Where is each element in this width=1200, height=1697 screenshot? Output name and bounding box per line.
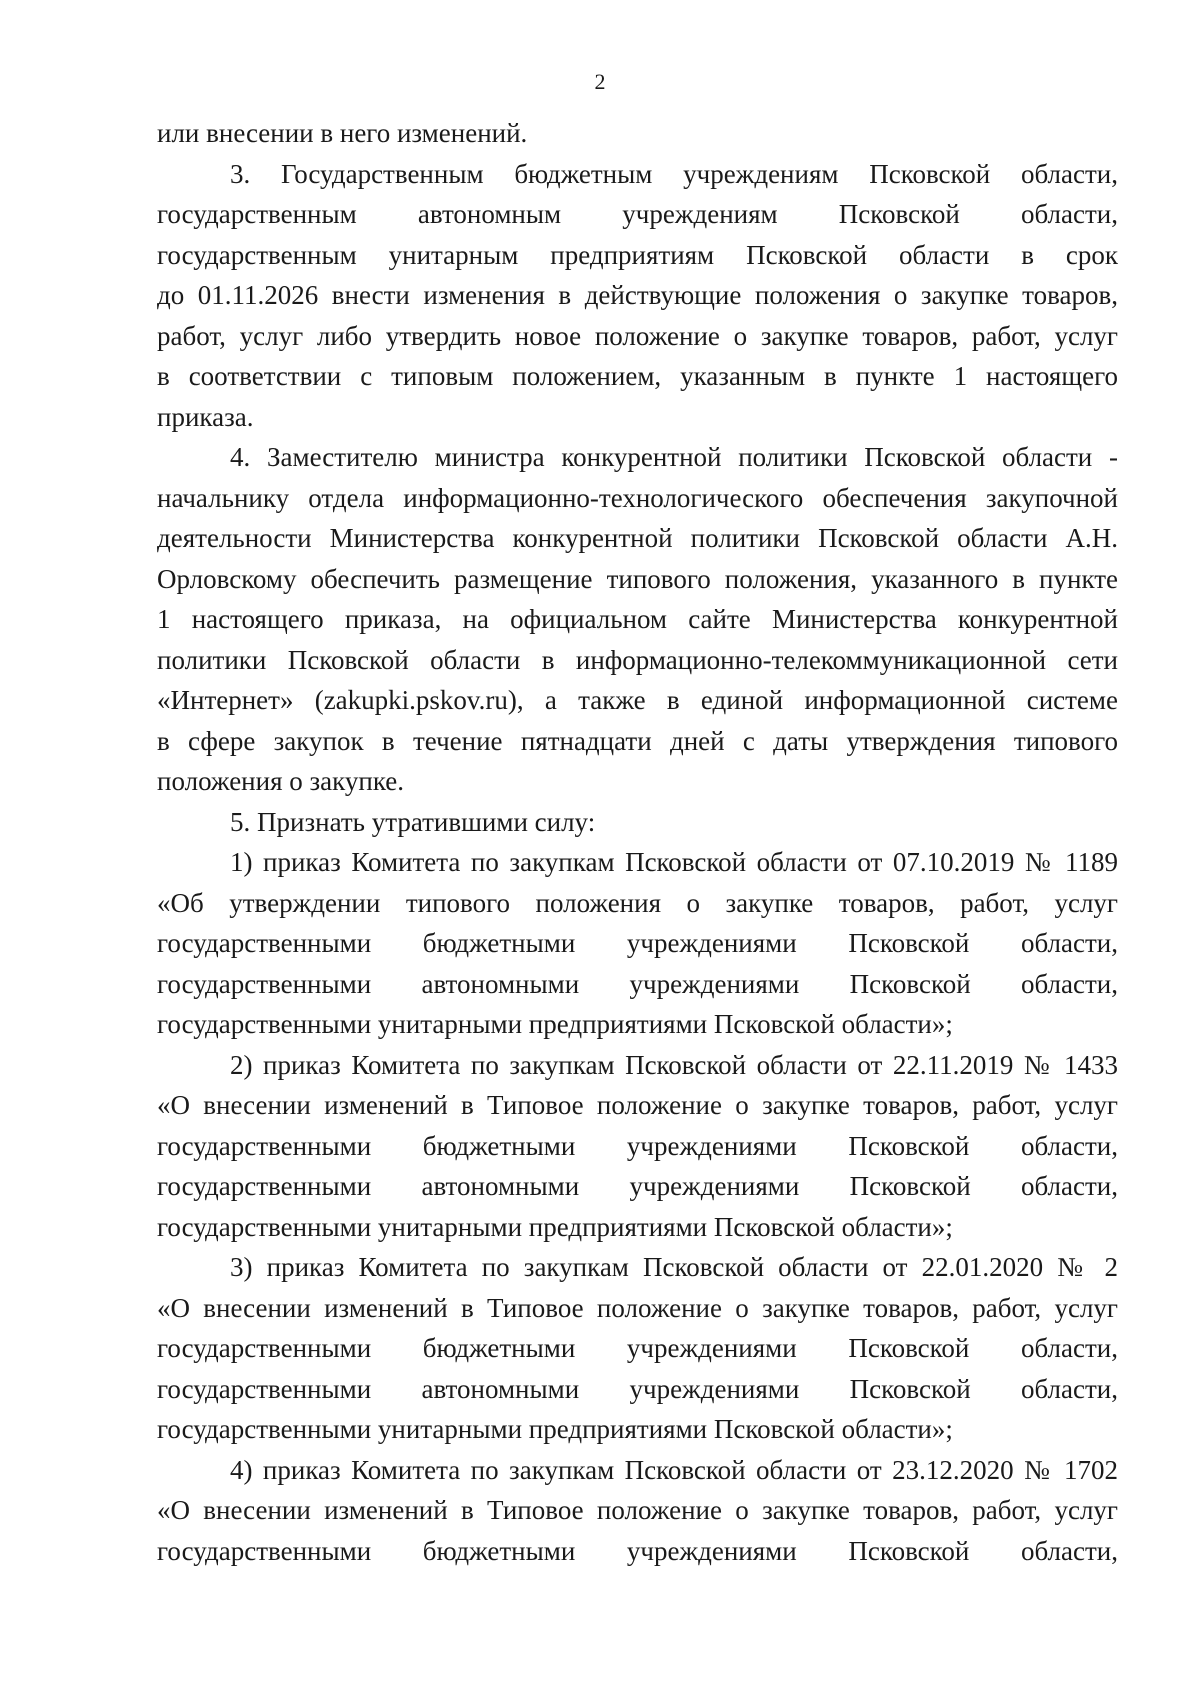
text-line: государственными унитарными предприятиями Псковской области»; [157,1414,953,1444]
text-line: государственными автономными учреждениями Псковской области, [157,968,1118,999]
text-line: «О внесении изменений в Типовое положение о закупке товаров, работ, услуг [157,1292,1118,1323]
text-line: государственными унитарными предприятиями Псковской области»; [157,1009,953,1039]
text-line: 5. Признать утратившими силу: [230,806,596,837]
text-line: начальнику отдела информационно-технологического обеспечения закупочной [157,482,1118,513]
text-line: Орловскому обеспечить размещение типового положения, указанного в пункте [157,563,1118,594]
text-line: 3. Государственным бюджетным учреждениям Псковской области, [230,158,1118,189]
text-line: государственными бюджетными учреждениями Псковской области, [157,928,1118,958]
paragraph-p-5-4 [157,1450,1118,1572]
text-line: 4) приказ Комитета по закупкам Псковской области от 23.12.2020 № 1702 [230,1454,1118,1485]
text-line: государственными автономными учреждениями Псковской области, [157,1171,1118,1201]
text-line: «О внесении изменений в Типовое положение о закупке товаров, работ, услуг [157,1090,1118,1120]
text-line: в сфере закупок в течение пятнадцати дней с даты утверждения типового [157,725,1118,756]
text-line: государственным автономным учреждениям Псковской области, [157,199,1118,229]
text-line: работ, услуг либо утвердить новое положение о закупке товаров, работ, услуг [157,320,1118,351]
paragraph-p-5-2 [157,1045,1118,1248]
paragraph-p-continuation [157,113,1118,154]
text-line: приказа. [157,401,254,432]
paragraph-p-5 [157,802,1118,843]
text-line: положения о закупке. [157,766,405,796]
text-line: государственными унитарными предприятиями Псковской области»; [157,1211,953,1242]
page-number: 2 [594,69,606,94]
text-line: государственными автономными учреждениями Псковской области, [157,1373,1118,1404]
text-line: до 01.11.2026 внести изменения в действующие положения о закупке товаров, [157,280,1118,310]
text-line: политики Псковской области в информационно-телекоммуникационной сети [157,644,1118,675]
text-line: 3) приказ Комитета по закупкам Псковской области от 22.01.2020 № 2 [230,1252,1118,1282]
paragraph-p-4 [157,437,1118,802]
text-line: «Интернет» (zakupki.pskov.ru), а также в единой информационной системе [157,685,1118,715]
document-body [157,113,1118,1571]
text-line: государственными бюджетными учреждениями Псковской области, [157,1130,1118,1161]
text-line: в соответствии с типовым положением, указанным в пункте 1 настоящего [157,361,1118,391]
text-line: 4. Заместителю министра конкурентной политики Псковской области - [230,442,1118,472]
text-line: или внесении в него изменений. [157,118,528,148]
text-line: 2) приказ Комитета по закупкам Псковской области от 22.11.2019 № 1433 [230,1049,1118,1080]
text-line: государственными бюджетными учреждениями Псковской области, [157,1535,1118,1566]
text-line: 1) приказ Комитета по закупкам Псковской области от 07.10.2019 № 1189 [230,847,1118,877]
text-line: деятельности Министерства конкурентной политики Псковской области А.Н. [157,523,1118,553]
paragraph-p-3 [157,154,1118,438]
text-line: государственными бюджетными учреждениями Псковской области, [157,1333,1118,1363]
text-line: 1 настоящего приказа, на официальном сайте Министерства конкурентной [157,604,1118,634]
text-line: «Об утверждении типового положения о закупке товаров, работ, услуг [157,887,1118,918]
paragraph-p-5-3 [157,1247,1118,1450]
text-line: «О внесении изменений в Типовое положение о закупке товаров, работ, услуг [157,1495,1118,1525]
text-line: государственным унитарным предприятиям Псковской области в срок [157,239,1118,270]
paragraph-p-5-1 [157,842,1118,1045]
